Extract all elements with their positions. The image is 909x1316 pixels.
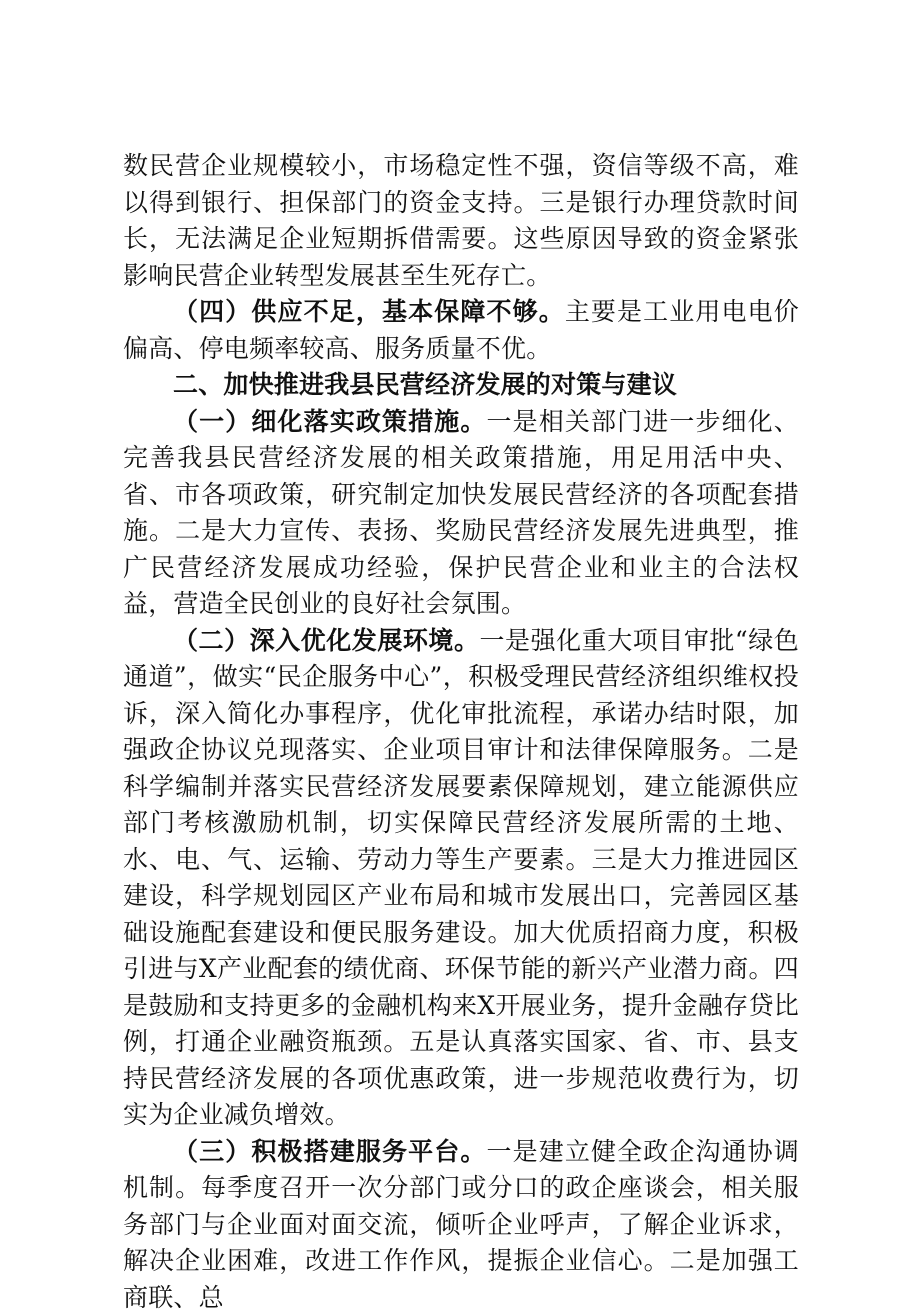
document-body — [123, 148, 799, 1316]
paragraph-text: 一是建立健全政企沟通协调机制。每季度召开一次分部门或分口的政企座谈会，相关服务部门与企业面对面交流，倾听企业呼声，了解企业诉求，解决企业困难，改进工作作风，提振企业信心。二是加强工商联、总 — [123, 1137, 799, 1312]
paragraph-policy-measures — [123, 404, 799, 623]
paragraph-text: 数民营企业规模较小，市场稳定性不强，资信等级不高，难以得到银行、担保部门的资金支持。三是银行办理贷款时间长，无法满足企业短期拆借需要。这些原因导致的资金紧张影响民营企业转型发展甚至生死存亡。 — [123, 151, 799, 290]
section-heading: 二、加快推进我县民营经济发展的对策与建议 — [123, 367, 799, 404]
paragraph-supply-shortage — [123, 294, 799, 367]
paragraph-lead: （二）深入优化发展环境。 — [173, 626, 480, 655]
paragraph-text: 一是强化重大项目审批“绿色通道”，做实“民企服务中心”，积极受理民营经济组织维权投诉，深入简化办事程序，优化审批流程，承诺办结时限，加强政企协议兑现落实、企业项目审计和法律保障服务。二是科学编制并落实民营经济发展要素保障规划，建立能源供应部门考核激励机制，切实保障民营经济发展所需的土地、水、电、气、运输、劳动力等生产要素。三是大力推进园区建设，科学规划园区产业布局和城市发展出口，完善园区基础设施配套建设和便民服务建设。加大优质招商力度，积极引进与X产业配套的绩优商、环保节能的新兴产业潜力商。四是鼓励和支持更多的金融机构来X开展业务，提升金融存贷比例，打通企业融资瓶颈。五是认真落实国家、省、市、县支持民营经济发展的各项优惠政策，进一步规范收费行为，切实为企业减负增效。 — [123, 626, 799, 1130]
paragraph-service-platform — [123, 1134, 799, 1316]
paragraph-text: 一是相关部门进一步细化、完善我县民营经济发展的相关政策措施，用足用活中央、省、市各项政策，研究制定加快发展民营经济的各项配套措施。二是大力宣传、表扬、奖励民营经济发展先进典型，推广民营经济发展成功经验，保护民营企业和业主的合法权益，营造全民创业的良好社会氛围。 — [123, 407, 799, 619]
paragraph-lead: （四）供应不足，基本保障不够。 — [173, 297, 565, 326]
paragraph-text: 主要是工业用电电价偏高、停电频率较高、服务质量不优。 — [123, 297, 799, 363]
paragraph-lead: （三）积极搭建服务平台。 — [173, 1137, 486, 1166]
paragraph-lead: （一）细化落实政策措施。 — [173, 407, 486, 436]
paragraph-environment — [123, 623, 799, 1134]
paragraph-continuation — [123, 148, 799, 294]
